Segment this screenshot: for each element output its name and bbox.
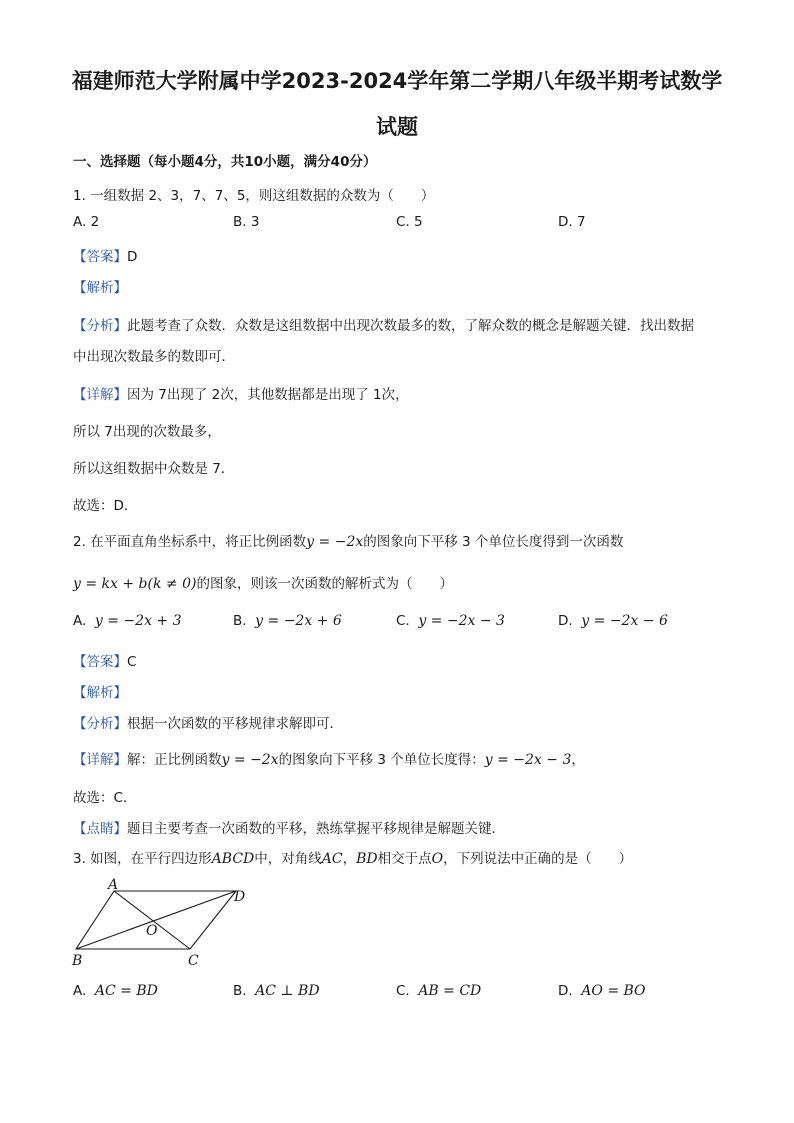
detail-math2: y = −2x − 3	[484, 752, 572, 768]
q3-stem-post: ，下列说法中正确的是（ ）	[443, 851, 633, 867]
option-letter: D.	[558, 613, 573, 629]
option-expr: AC = BD	[94, 983, 158, 999]
q3-stem-mid3: 相交于点	[377, 851, 432, 867]
fenxi-tag: 【分析】	[73, 318, 127, 334]
q2-detail	[73, 748, 585, 768]
q1-option-b: B. 3	[233, 214, 260, 230]
q3-option-d	[558, 983, 646, 999]
q3-stem-math2: AC	[321, 851, 343, 867]
option-letter: A.	[73, 613, 87, 629]
q2-stem-post: 的图象向下平移 3 个单位长度得到一次函数	[363, 534, 624, 550]
q2-line2-math: y = kx + b(k ≠ 0)	[73, 576, 197, 592]
q2-dianjing	[73, 817, 505, 837]
q3-option-c	[396, 983, 481, 999]
q2-option-b	[233, 613, 342, 629]
q1-detail-line1	[73, 383, 409, 403]
option-expr: y = −2x − 3	[418, 613, 505, 629]
q2-choose: 故选：C．	[73, 790, 137, 806]
q1-choose: 故选：D．	[73, 498, 138, 514]
q2-stem-line2	[73, 572, 453, 592]
option-expr: y = −2x + 3	[94, 613, 182, 629]
q2-option-c	[396, 613, 505, 629]
q3-stem-math4: O	[431, 851, 444, 867]
q3-stem-math1: ABCD	[211, 851, 255, 867]
option-expr: AO = BO	[581, 983, 646, 999]
detail-math1: y = −2x	[221, 752, 279, 768]
option-expr: AB = CD	[418, 983, 482, 999]
section-heading: 一、选择题（每小题4分，共10小题，满分40分）	[73, 154, 377, 170]
q1-fenxi-line1	[73, 314, 694, 334]
detail-text: 因为 7出现了 2次，其他数据都是出现了 1次，	[127, 387, 409, 403]
q2-line2-post: 的图象，则该一次函数的解析式为（ ）	[196, 576, 453, 592]
option-letter: A.	[73, 983, 87, 999]
q3-stem-math3: BD	[356, 851, 378, 867]
parallelogram-figure	[68, 874, 258, 970]
detail-tag: 【详解】	[73, 752, 127, 768]
option-expr: y = −2x + 6	[255, 613, 342, 629]
q2-option-a	[73, 613, 182, 629]
q1-answer	[73, 245, 137, 265]
detail-pre: 解：正比例函数	[127, 752, 222, 768]
option-letter: C.	[396, 613, 410, 629]
answer-value: C	[127, 654, 137, 670]
answer-value: D	[127, 249, 138, 265]
q1-detail-line3: 所以这组数据中众数是 7．	[73, 461, 235, 477]
q3-stem	[73, 847, 632, 867]
option-letter: D.	[558, 983, 573, 999]
fenxi-text: 根据一次函数的平移规律求解即可．	[127, 716, 343, 732]
q1-detail-line2: 所以 7出现的次数最多，	[73, 424, 221, 440]
q1-analysis-tag	[73, 276, 127, 296]
option-letter: B.	[233, 613, 247, 629]
q3-option-a	[73, 983, 158, 999]
q2-analysis-tag	[73, 681, 127, 701]
diagonal-ac	[114, 891, 190, 949]
option-letter: B.	[233, 983, 247, 999]
fenxi-tag: 【分析】	[73, 716, 127, 732]
q1-stem: 1. 一组数据 2、3，7、7、5，则这组数据的众数为（ ）	[73, 188, 435, 204]
q1-option-a: A. 2	[73, 214, 100, 230]
detail-post: ，	[571, 752, 585, 768]
page-title-line1: 福建师范大学附属中学2023-2024学年第二学期八年级半期考试数学	[71, 69, 723, 93]
answer-tag: 【答案】	[73, 249, 127, 265]
option-expr: y = −2x − 6	[581, 613, 668, 629]
point-label-o: O	[146, 923, 158, 939]
q2-fenxi	[73, 712, 343, 732]
q3-stem-mid1: 中，对角线	[254, 851, 322, 867]
page-title-line2: 试题	[376, 115, 418, 139]
answer-tag: 【答案】	[73, 654, 127, 670]
vertex-label-c: C	[188, 953, 199, 969]
q1-fenxi-line2: 中出现次数最多的数即可．	[73, 349, 235, 365]
q3-stem-pre: 3. 如图，在平行四边形	[73, 851, 212, 867]
diagonal-bd	[76, 891, 236, 949]
q2-option-d	[558, 613, 668, 629]
vertex-label-a: A	[108, 877, 119, 893]
detail-mid: 的图象向下平移 3 个单位长度得：	[278, 752, 485, 768]
q3-option-b	[233, 983, 320, 999]
q1-option-d: D. 7	[558, 214, 586, 230]
q2-answer	[73, 650, 136, 670]
fenxi-text: 此题考查了众数．众数是这组数据中出现次数最多的数，了解众数的概念是解题关键．找出数据	[127, 318, 694, 334]
option-expr: AC ⊥ BD	[255, 983, 320, 999]
q2-stem-line1	[73, 530, 623, 550]
q2-stem-pre: 2. 在平面直角坐标系中，将正比例函数	[73, 534, 307, 550]
option-letter: C.	[396, 983, 410, 999]
q3-stem-mid2: ，	[342, 851, 357, 867]
dianjing-text: 题目主要考查一次函数的平移，熟练掌握平移规律是解题关键．	[127, 821, 505, 837]
vertex-label-d: D	[234, 889, 246, 905]
analysis-tag: 【解析】	[73, 685, 127, 701]
vertex-label-b: B	[72, 953, 83, 969]
dianjing-tag: 【点睛】	[73, 821, 127, 837]
detail-tag: 【详解】	[73, 387, 127, 403]
q1-option-c: C. 5	[396, 214, 423, 230]
analysis-tag: 【解析】	[73, 280, 127, 296]
q2-stem-math: y = −2x	[306, 534, 364, 550]
